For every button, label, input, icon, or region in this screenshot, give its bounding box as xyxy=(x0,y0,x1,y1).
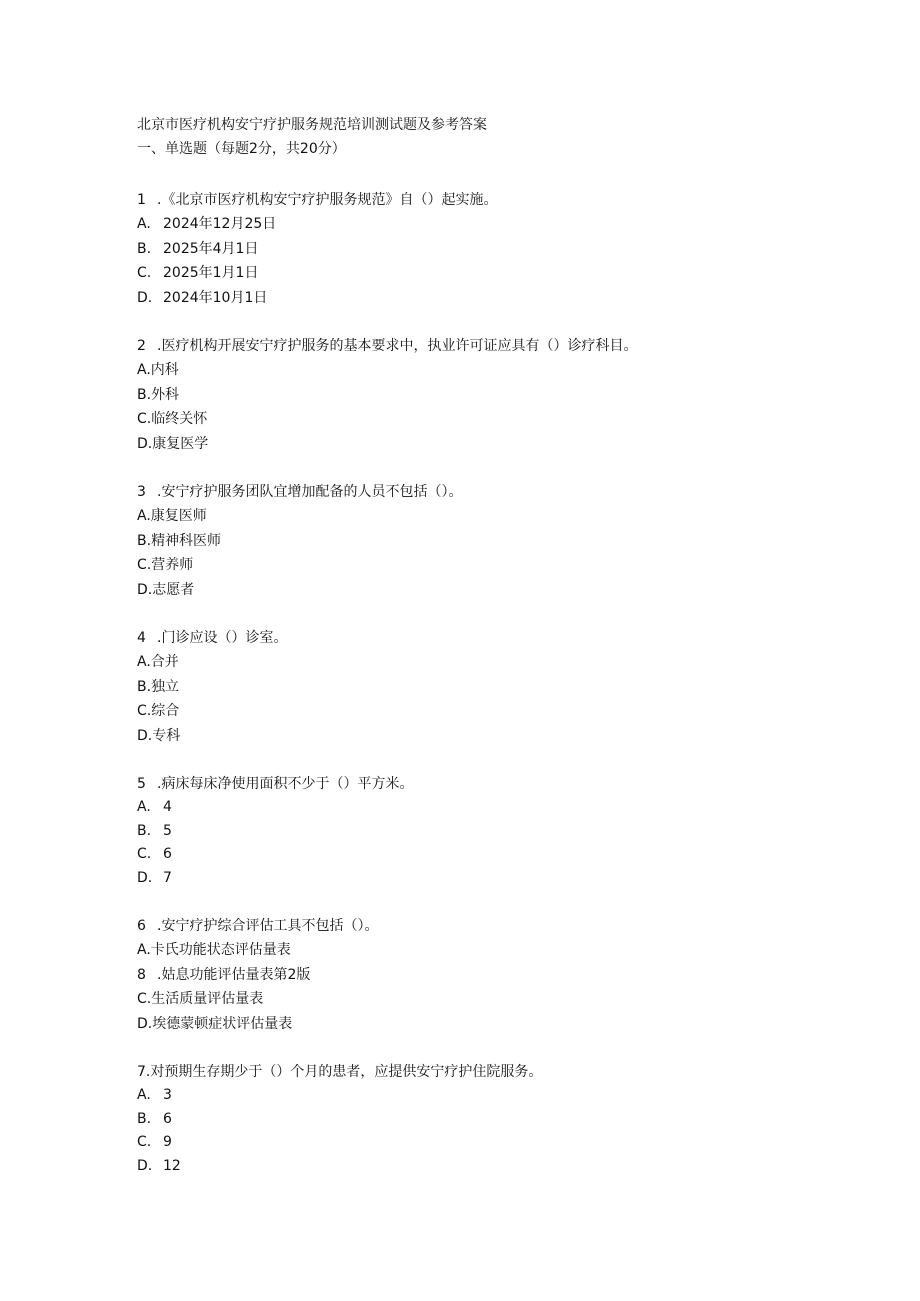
question-text xyxy=(137,188,777,212)
option-letter: B. xyxy=(137,1110,152,1127)
option-text: 康复医学 xyxy=(152,435,209,452)
question-number: 4 xyxy=(137,630,146,646)
option-d xyxy=(137,578,777,603)
option-a xyxy=(137,796,777,820)
option-letter: C. xyxy=(137,411,152,427)
question-7 xyxy=(137,1060,777,1178)
question-stem: .《北京市医疗机构安宁疗护服务规范》自（）起实施。 xyxy=(157,192,498,208)
option-text: 2025年1月1日 xyxy=(163,265,259,281)
option-b xyxy=(137,383,777,408)
question-text xyxy=(137,480,777,504)
question-stem: 对预期生存期少于（）个月的患者，应提供安宁疗护住院服务。 xyxy=(150,1064,543,1080)
question-stem: .安宁疗护服务团队宜增加配备的人员不包括（）。 xyxy=(157,484,463,500)
option-text: 3 xyxy=(163,1087,172,1103)
option-a xyxy=(137,358,777,383)
question-stem: .病床每床净使用面积不少于（）平方米。 xyxy=(157,776,414,792)
option-text: 2024年10月1日 xyxy=(163,289,268,306)
question-number: 6 xyxy=(137,918,146,934)
option-a xyxy=(137,504,777,529)
option-letter: D. xyxy=(137,869,153,886)
option-letter: D. xyxy=(137,435,153,452)
option-letter: A. xyxy=(137,216,151,232)
question-6 xyxy=(137,914,777,1036)
option-c xyxy=(137,261,777,286)
option-letter: A. xyxy=(137,799,151,815)
option-letter: D. xyxy=(137,1015,153,1032)
question-2 xyxy=(137,334,777,456)
option-text: 5 xyxy=(163,822,172,839)
option-letter: A. xyxy=(137,508,151,524)
option-text: 4 xyxy=(163,799,172,815)
option-letter: C. xyxy=(137,265,152,281)
option-b xyxy=(137,675,777,700)
option-letter: A. xyxy=(137,654,151,670)
option-c xyxy=(137,843,777,867)
question-text xyxy=(137,626,777,650)
option-text: 专科 xyxy=(152,727,181,744)
question-text xyxy=(137,1060,777,1084)
option-letter: 8 xyxy=(137,966,146,983)
option-text: 生活质量评估量表 xyxy=(151,991,264,1007)
option-text: 12 xyxy=(163,1157,181,1174)
option-d xyxy=(137,1155,777,1179)
option-text: 6 xyxy=(163,1110,172,1127)
question-stem: .安宁疗护综合评估工具不包括（）。 xyxy=(157,918,379,934)
option-d xyxy=(137,724,777,749)
option-letter: A. xyxy=(137,1087,151,1103)
option-a xyxy=(137,1084,777,1108)
question-text xyxy=(137,914,777,938)
option-b xyxy=(137,529,777,554)
option-d xyxy=(137,432,777,457)
question-number: 5 xyxy=(137,776,146,792)
option-c xyxy=(137,699,777,724)
option-text: 合并 xyxy=(150,654,179,670)
option-text: 综合 xyxy=(151,703,180,719)
question-stem: .门诊应设（）诊室。 xyxy=(157,630,288,646)
option-letter: A. xyxy=(137,362,151,378)
option-text: 6 xyxy=(163,846,172,862)
option-text: 卡氏功能状态评估量表 xyxy=(150,942,291,958)
option-text: 营养师 xyxy=(151,557,194,573)
option-c xyxy=(137,407,777,432)
question-number: 3 xyxy=(137,484,146,500)
option-text: 志愿者 xyxy=(152,581,195,598)
option-a xyxy=(137,212,777,237)
option-letter: B. xyxy=(137,386,152,403)
question-text xyxy=(137,772,777,796)
question-3 xyxy=(137,480,777,602)
option-letter: B. xyxy=(137,822,152,839)
option-letter: C. xyxy=(137,703,152,719)
option-letter: B. xyxy=(137,678,152,695)
question-text xyxy=(137,334,777,358)
option-text: 临终关怀 xyxy=(151,411,208,427)
question-5 xyxy=(137,772,777,890)
option-a xyxy=(137,938,777,963)
option-letter: D. xyxy=(137,289,153,306)
option-letter: C. xyxy=(137,1134,152,1150)
option-text: 7 xyxy=(163,869,172,886)
option-text: 2025年4月1日 xyxy=(163,240,259,257)
question-number: 2 xyxy=(137,338,146,354)
option-text: 内科 xyxy=(150,362,179,378)
option-d xyxy=(137,286,777,311)
question-1 xyxy=(137,188,777,310)
option-d xyxy=(137,1012,777,1037)
option-b xyxy=(137,237,777,262)
option-letter: A. xyxy=(137,942,151,958)
option-letter: C. xyxy=(137,557,152,573)
option-text: 康复医师 xyxy=(150,508,207,524)
option-letter: C. xyxy=(137,846,152,862)
option-c xyxy=(137,1131,777,1155)
section-heading: 一、单选题（每题2分，共20分） xyxy=(137,141,346,157)
question-number: 1 xyxy=(137,192,146,208)
option-letter: D. xyxy=(137,581,153,598)
document-title: 北京市医疗机构安宁疗护服务规范培训测试题及参考答案 xyxy=(137,117,487,133)
option-text: 精神科医师 xyxy=(151,532,222,549)
option-text: 2024年12月25日 xyxy=(163,216,277,232)
option-text: 独立 xyxy=(151,678,180,695)
option-c xyxy=(137,987,777,1012)
option-d xyxy=(137,867,777,891)
option-b xyxy=(137,820,777,844)
option-a xyxy=(137,650,777,675)
question-4 xyxy=(137,626,777,748)
option-text: 外科 xyxy=(151,386,180,403)
option-text: 埃德蒙顿症状评估量表 xyxy=(152,1015,293,1032)
question-stem: .医疗机构开展安宁疗护服务的基本要求中，执业许可证应具有（）诊疗科目。 xyxy=(157,338,638,354)
option-b xyxy=(137,963,777,988)
option-letter: B. xyxy=(137,532,152,549)
option-letter: D. xyxy=(137,1157,153,1174)
option-text: .姑息功能评估量表第2版 xyxy=(157,966,311,983)
document-content xyxy=(137,114,777,1178)
option-text: 9 xyxy=(163,1134,172,1150)
option-letter: D. xyxy=(137,727,153,744)
option-b xyxy=(137,1108,777,1132)
option-letter: C. xyxy=(137,991,152,1007)
option-letter: B. xyxy=(137,240,152,257)
option-c xyxy=(137,553,777,578)
question-number: 7. xyxy=(137,1064,151,1080)
